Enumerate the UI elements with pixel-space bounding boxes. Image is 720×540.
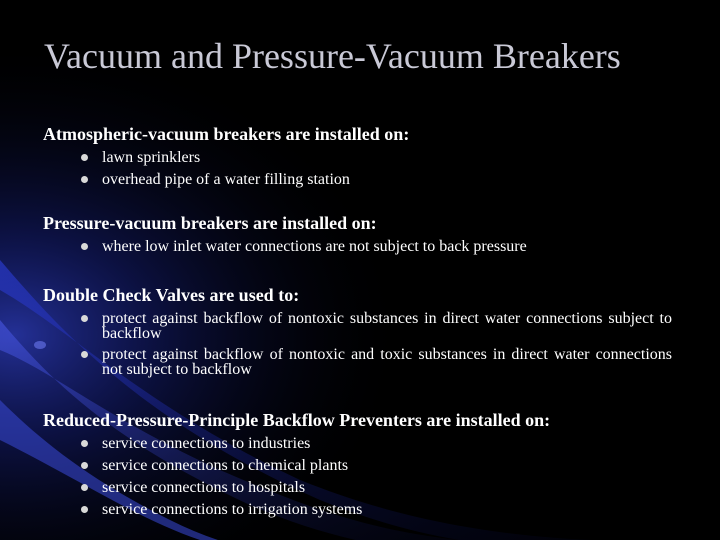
bullet-dot-icon (81, 484, 88, 491)
list-item-text: where low inlet water connections are not subject to back pressure (102, 238, 527, 255)
section-double-check-valves (43, 285, 683, 377)
list-item-text: service connections to chemical plants (102, 457, 349, 474)
section-heading: Double Check Valves are used to: (43, 285, 300, 305)
list-item (43, 238, 683, 255)
section-heading: Pressure-vacuum breakers are installed on: (43, 213, 377, 233)
bullet-list (43, 149, 683, 188)
bullet-dot-icon (81, 506, 88, 513)
list-item (43, 149, 683, 166)
list-item-text: service connections to industries (102, 435, 311, 452)
section-pressure-vacuum (43, 213, 683, 255)
bullet-dot-icon (81, 440, 88, 447)
bullet-dot-icon (81, 351, 88, 358)
list-item-text: lawn sprinklers (102, 149, 201, 166)
section-heading: Reduced-Pressure-Principle Backflow Preventers are installed on: (43, 410, 551, 430)
bullet-list (43, 238, 683, 255)
slide-title: Vacuum and Pressure-Vacuum Breakers (44, 36, 621, 76)
list-item-text: service connections to hospitals (102, 479, 306, 496)
list-item-text: protect against backflow of nontoxic and toxic substances in direct water connections not subject to backflow (102, 346, 672, 378)
section-atmospheric-vacuum (43, 124, 683, 188)
list-item-text: overhead pipe of a water filling station (102, 171, 350, 188)
section-reduced-pressure-principle (43, 410, 683, 518)
list-item (43, 501, 683, 518)
list-item-text: protect against backflow of nontoxic substances in direct water connections subject to backflow (102, 310, 672, 342)
bullet-dot-icon (81, 154, 88, 161)
list-item (43, 311, 672, 341)
list-item (43, 435, 683, 452)
section-heading: Atmospheric-vacuum breakers are installed on: (43, 124, 410, 144)
list-item (43, 171, 683, 188)
list-item (43, 479, 683, 496)
bullet-dot-icon (81, 243, 88, 250)
list-item (43, 457, 683, 474)
bullet-dot-icon (81, 462, 88, 469)
bullet-list (43, 311, 683, 377)
bullet-dot-icon (81, 176, 88, 183)
bullet-list (43, 435, 683, 518)
list-item (43, 347, 672, 377)
list-item-text: service connections to irrigation systems (102, 501, 363, 518)
bullet-dot-icon (81, 315, 88, 322)
